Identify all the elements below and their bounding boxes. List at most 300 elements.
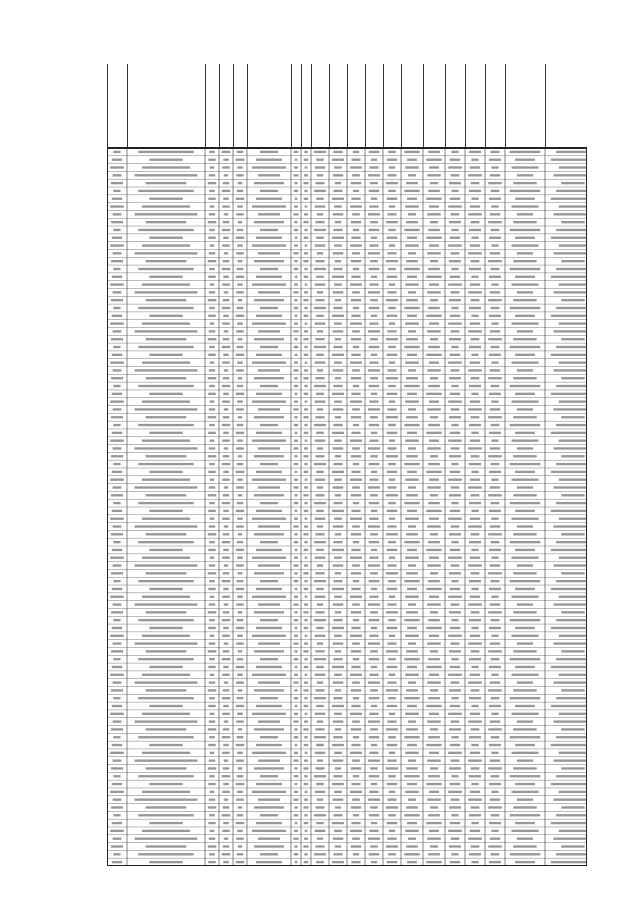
cell-text-mark: [369, 580, 380, 582]
cell-text-mark: [258, 174, 280, 176]
column-header: [233, 64, 247, 147]
cell-text-mark: [258, 681, 280, 683]
cell-text-mark: [559, 791, 587, 793]
cell-text-mark: [389, 166, 395, 168]
cell-text-mark: [317, 603, 323, 605]
cell-text-mark: [370, 416, 378, 418]
cell-text-mark: [238, 338, 243, 340]
cell-text-mark: [209, 564, 216, 566]
cell-text-mark: [316, 822, 324, 824]
cell-text-mark: [304, 213, 308, 215]
cell-text-mark: [113, 252, 122, 254]
cell-text-mark: [468, 525, 482, 527]
cell-text-mark: [334, 439, 342, 441]
cell-text-mark: [471, 533, 480, 535]
cell-text-mark: [490, 603, 500, 605]
cell-text-mark: [352, 838, 360, 840]
cell-text-mark: [315, 635, 326, 637]
cell-text-mark: [237, 619, 244, 621]
cell-text-mark: [449, 572, 461, 574]
cell-text-mark: [316, 276, 324, 278]
cell-text-mark: [258, 838, 280, 840]
cell-text-mark: [209, 619, 215, 621]
cell-text-mark: [370, 845, 378, 847]
cell-text-mark: [305, 518, 308, 520]
cell-text-mark: [404, 307, 419, 309]
cell-text-mark: [404, 151, 419, 153]
cell-text-mark: [510, 502, 541, 504]
cell-text-mark: [471, 510, 478, 512]
cell-text-mark: [260, 580, 278, 582]
cell-text-mark: [236, 174, 244, 176]
cell-text-mark: [304, 541, 307, 543]
cell-text-mark: [430, 533, 438, 535]
cell-text-mark: [512, 791, 539, 793]
cell-text-mark: [315, 361, 326, 363]
cell-text-mark: [224, 525, 229, 527]
cell-text-mark: [448, 674, 462, 676]
cell-text-mark: [351, 650, 362, 652]
cell-text-mark: [512, 479, 539, 481]
cell-text-mark: [293, 603, 298, 605]
cell-text-mark: [488, 572, 502, 574]
cell-text-mark: [353, 190, 359, 192]
cell-text-mark: [111, 767, 123, 769]
cell-text-mark: [113, 697, 120, 699]
cell-text-mark: [405, 596, 419, 598]
cell-text-mark: [559, 830, 587, 832]
cell-text-mark: [113, 525, 122, 527]
cell-text-mark: [469, 775, 481, 777]
cell-text-mark: [469, 463, 481, 465]
cell-text-mark: [387, 198, 398, 200]
cell-text-mark: [489, 510, 501, 512]
cell-text-mark: [408, 798, 416, 800]
cell-text-mark: [113, 151, 120, 153]
cell-text-mark: [517, 447, 533, 449]
cell-text-mark: [350, 283, 362, 285]
cell-text-mark: [260, 463, 278, 465]
cell-text-mark: [428, 619, 440, 621]
cell-text-mark: [305, 791, 308, 793]
cell-text-mark: [407, 861, 417, 863]
cell-text-mark: [369, 151, 380, 153]
cell-text-mark: [510, 385, 541, 387]
cell-text-mark: [208, 845, 217, 847]
cell-text-mark: [370, 182, 378, 184]
rotated-table-sheet: [107, 64, 587, 866]
cell-text-mark: [405, 674, 419, 676]
cell-text-mark: [405, 752, 419, 754]
cell-text-mark: [112, 783, 122, 785]
cell-text-mark: [304, 330, 308, 332]
cell-text-mark: [351, 767, 362, 769]
cell-text-mark: [491, 853, 500, 855]
cell-text-mark: [371, 627, 377, 629]
cell-text-mark: [295, 744, 298, 746]
cell-text-mark: [135, 174, 198, 176]
cell-text-mark: [317, 564, 323, 566]
cell-text-mark: [368, 408, 380, 410]
cell-text-mark: [387, 393, 398, 395]
cell-text-mark: [304, 619, 307, 621]
cell-text-mark: [294, 619, 299, 621]
cell-text-mark: [210, 752, 215, 754]
cell-text-mark: [469, 229, 481, 231]
cell-text-mark: [224, 759, 229, 761]
cell-text-mark: [515, 627, 535, 629]
cell-text-mark: [315, 166, 326, 168]
cell-text-mark: [252, 400, 286, 402]
cell-text-mark: [138, 268, 194, 270]
cell-text-mark: [237, 557, 243, 559]
cell-text-mark: [515, 471, 535, 473]
cell-text-mark: [222, 541, 231, 543]
cell-text-mark: [369, 814, 380, 816]
cell-text-mark: [208, 393, 216, 395]
cell-text-mark: [138, 580, 194, 582]
cell-text-mark: [258, 447, 280, 449]
cell-text-mark: [515, 198, 535, 200]
cell-text-mark: [305, 635, 308, 637]
cell-text-mark: [386, 572, 398, 574]
cell-text-mark: [488, 806, 502, 808]
cell-text-mark: [315, 674, 326, 676]
cell-text-mark: [451, 486, 460, 488]
cell-text-mark: [223, 494, 230, 496]
cell-text-mark: [238, 689, 243, 691]
cell-text-mark: [333, 814, 342, 816]
cell-text-mark: [368, 720, 380, 722]
cell-text-mark: [113, 642, 122, 644]
cell-text-mark: [451, 502, 458, 504]
cell-text-mark: [517, 720, 533, 722]
cell-text-mark: [489, 666, 501, 668]
cell-text-mark: [304, 408, 308, 410]
cell-text-mark: [208, 260, 217, 262]
cell-text-mark: [561, 455, 584, 457]
cell-text-mark: [223, 276, 229, 278]
cell-text-mark: [491, 229, 500, 231]
cell-text-mark: [110, 557, 124, 559]
cell-text-mark: [554, 838, 588, 840]
cell-text-mark: [351, 572, 362, 574]
cell-text-mark: [426, 861, 441, 863]
cell-text-mark: [334, 752, 342, 754]
cell-text-mark: [317, 759, 323, 761]
cell-text-mark: [371, 432, 377, 434]
cell-text-mark: [236, 525, 244, 527]
cell-text-mark: [451, 775, 458, 777]
cell-text-mark: [370, 377, 378, 379]
cell-text-mark: [222, 151, 231, 153]
cell-text-mark: [113, 291, 122, 293]
cell-text-mark: [559, 752, 587, 754]
cell-text-mark: [112, 861, 122, 863]
cell-text-mark: [294, 221, 297, 223]
cell-text-mark: [491, 346, 500, 348]
cell-text-mark: [451, 330, 460, 332]
cell-text-mark: [351, 299, 362, 301]
cell-text-mark: [111, 494, 123, 496]
cell-text-mark: [237, 518, 243, 520]
cell-text-mark: [316, 549, 324, 551]
cell-text-mark: [489, 783, 501, 785]
cell-text-mark: [209, 252, 216, 254]
cell-text-mark: [223, 471, 229, 473]
cell-text-mark: [224, 720, 229, 722]
cell-text-mark: [470, 713, 480, 715]
cell-text-mark: [238, 416, 243, 418]
cell-text-mark: [554, 642, 588, 644]
cell-text-mark: [294, 190, 299, 192]
cell-text-mark: [388, 190, 396, 192]
cell-text-mark: [260, 853, 278, 855]
cell-text-mark: [386, 533, 398, 535]
cell-text-mark: [305, 830, 308, 832]
cell-text-mark: [146, 455, 187, 457]
cell-text-mark: [370, 767, 378, 769]
cell-text-mark: [469, 502, 481, 504]
cell-text-mark: [451, 385, 458, 387]
cell-text-mark: [334, 283, 342, 285]
cell-text-mark: [113, 681, 122, 683]
cell-text-mark: [408, 369, 416, 371]
cell-text-mark: [317, 174, 323, 176]
cell-text-mark: [513, 377, 536, 379]
cell-text-mark: [236, 549, 245, 551]
cell-text-mark: [238, 806, 243, 808]
cell-text-mark: [388, 151, 396, 153]
cell-text-mark: [294, 713, 298, 715]
cell-text-mark: [314, 853, 326, 855]
cell-text-mark: [223, 533, 230, 535]
cell-text-mark: [223, 627, 229, 629]
cell-text-mark: [352, 720, 360, 722]
cell-text-mark: [387, 564, 396, 566]
cell-text-mark: [517, 642, 533, 644]
cell-text-mark: [471, 432, 478, 434]
cell-text-mark: [561, 689, 584, 691]
cell-text-mark: [369, 775, 380, 777]
cell-text-mark: [315, 830, 326, 832]
cell-text-mark: [488, 455, 502, 457]
cell-text-mark: [490, 213, 500, 215]
cell-text-mark: [488, 221, 502, 223]
cell-text-mark: [305, 205, 308, 207]
cell-text-mark: [333, 213, 344, 215]
cell-text-mark: [559, 361, 587, 363]
cell-text-mark: [209, 814, 215, 816]
cell-text-mark: [210, 244, 215, 246]
cell-text-mark: [335, 533, 341, 535]
cell-text-mark: [386, 650, 398, 652]
cell-text-mark: [561, 533, 584, 535]
cell-text-mark: [428, 775, 440, 777]
cell-text-mark: [352, 603, 360, 605]
cell-text-mark: [138, 619, 194, 621]
cell-text-mark: [333, 658, 342, 660]
cell-text-mark: [470, 400, 480, 402]
cell-text-mark: [451, 619, 458, 621]
cell-text-mark: [304, 666, 309, 668]
cell-text-mark: [333, 330, 344, 332]
cell-text-mark: [471, 354, 478, 356]
cell-text-mark: [333, 642, 344, 644]
cell-text-mark: [334, 557, 342, 559]
cell-text-mark: [209, 525, 216, 527]
cell-text-mark: [315, 791, 326, 793]
cell-text-mark: [513, 221, 536, 223]
cell-text-mark: [389, 205, 395, 207]
cell-text-mark: [405, 557, 419, 559]
cell-text-mark: [209, 174, 216, 176]
cell-text-mark: [209, 720, 216, 722]
cell-text-mark: [236, 159, 245, 161]
cell-text-mark: [510, 307, 541, 309]
cell-text-mark: [210, 557, 215, 559]
cell-text-mark: [237, 307, 244, 309]
cell-text-mark: [294, 322, 298, 324]
cell-text-mark: [369, 385, 380, 387]
cell-text-mark: [238, 650, 243, 652]
cell-text-mark: [304, 525, 308, 527]
cell-text-mark: [113, 307, 120, 309]
cell-text-mark: [515, 588, 535, 590]
cell-text-mark: [559, 322, 587, 324]
cell-text-mark: [138, 346, 194, 348]
cell-text-mark: [110, 713, 124, 715]
cell-text-mark: [451, 525, 460, 527]
cell-text-mark: [223, 198, 229, 200]
cell-text-mark: [223, 611, 230, 613]
cell-text-mark: [351, 221, 362, 223]
cell-text-mark: [513, 572, 536, 574]
cell-text-mark: [491, 205, 498, 207]
cell-text-mark: [223, 159, 229, 161]
cell-text-mark: [332, 861, 344, 863]
cell-text-mark: [491, 830, 498, 832]
cell-text-mark: [314, 541, 326, 543]
cell-text-mark: [407, 549, 417, 551]
cell-text-mark: [489, 276, 501, 278]
cell-text-mark: [448, 830, 462, 832]
cell-text-mark: [335, 494, 341, 496]
cell-text-mark: [370, 572, 378, 574]
cell-text-mark: [208, 299, 217, 301]
cell-text-mark: [387, 315, 398, 317]
cell-text-mark: [426, 354, 441, 356]
cell-text-mark: [450, 744, 460, 746]
cell-text-mark: [554, 447, 588, 449]
cell-text-mark: [113, 759, 122, 761]
cell-text-mark: [407, 705, 417, 707]
cell-text-mark: [112, 276, 122, 278]
cell-text-mark: [222, 346, 231, 348]
cell-text-mark: [294, 244, 298, 246]
cell-text-mark: [149, 588, 182, 590]
cell-text-mark: [135, 720, 198, 722]
cell-text-mark: [208, 377, 217, 379]
cell-text-mark: [448, 479, 462, 481]
cell-text-mark: [368, 213, 380, 215]
cell-text-mark: [351, 510, 360, 512]
cell-text-mark: [315, 416, 324, 418]
cell-text-mark: [304, 822, 309, 824]
cell-text-mark: [551, 549, 587, 551]
cell-text-mark: [142, 791, 190, 793]
cell-text-mark: [513, 650, 536, 652]
cell-text-mark: [293, 759, 298, 761]
cell-text-mark: [110, 791, 124, 793]
cell-text-mark: [304, 705, 309, 707]
cell-text-mark: [305, 166, 308, 168]
cell-text-mark: [293, 330, 298, 332]
cell-text-mark: [316, 471, 324, 473]
cell-text-mark: [223, 377, 230, 379]
cell-text-mark: [314, 697, 326, 699]
cell-text-mark: [556, 814, 587, 816]
cell-text-mark: [368, 642, 380, 644]
cell-text-mark: [208, 767, 217, 769]
cell-text-mark: [113, 229, 120, 231]
cell-text-mark: [146, 806, 187, 808]
cell-text-mark: [517, 798, 533, 800]
cell-text-mark: [314, 736, 326, 738]
column-header: [247, 64, 291, 147]
cell-text-mark: [224, 291, 229, 293]
cell-text-mark: [237, 479, 243, 481]
cell-text-mark: [489, 354, 501, 356]
cell-text-mark: [333, 525, 344, 527]
cell-text-mark: [353, 307, 359, 309]
cell-text-mark: [427, 720, 441, 722]
cell-text-mark: [450, 783, 460, 785]
cell-text-mark: [387, 291, 396, 293]
cell-text-mark: [294, 338, 297, 340]
cell-text-mark: [470, 752, 480, 754]
cell-text-mark: [408, 759, 416, 761]
cell-text-mark: [471, 689, 480, 691]
cell-text-mark: [429, 322, 439, 324]
cell-text-mark: [113, 346, 120, 348]
cell-text-mark: [252, 596, 286, 598]
cell-text-mark: [451, 853, 458, 855]
cell-text-mark: [237, 385, 244, 387]
cell-text-mark: [113, 447, 122, 449]
cell-text-mark: [371, 861, 377, 863]
cell-text-mark: [208, 182, 217, 184]
cell-text-mark: [406, 494, 418, 496]
cell-text-mark: [470, 244, 480, 246]
cell-text-mark: [315, 400, 326, 402]
cell-text-mark: [551, 237, 587, 239]
cell-text-mark: [371, 276, 377, 278]
cell-text-mark: [515, 744, 535, 746]
cell-text-mark: [254, 806, 284, 808]
cell-text-mark: [135, 642, 198, 644]
cell-text-mark: [209, 681, 216, 683]
cell-text-mark: [386, 260, 398, 262]
cell-text-mark: [317, 798, 323, 800]
cell-text-mark: [406, 767, 418, 769]
cell-text-mark: [112, 432, 122, 434]
cell-text-mark: [208, 471, 216, 473]
cell-text-mark: [551, 510, 587, 512]
cell-text-mark: [258, 213, 280, 215]
cell-text-mark: [208, 354, 216, 356]
cell-text-mark: [387, 213, 396, 215]
